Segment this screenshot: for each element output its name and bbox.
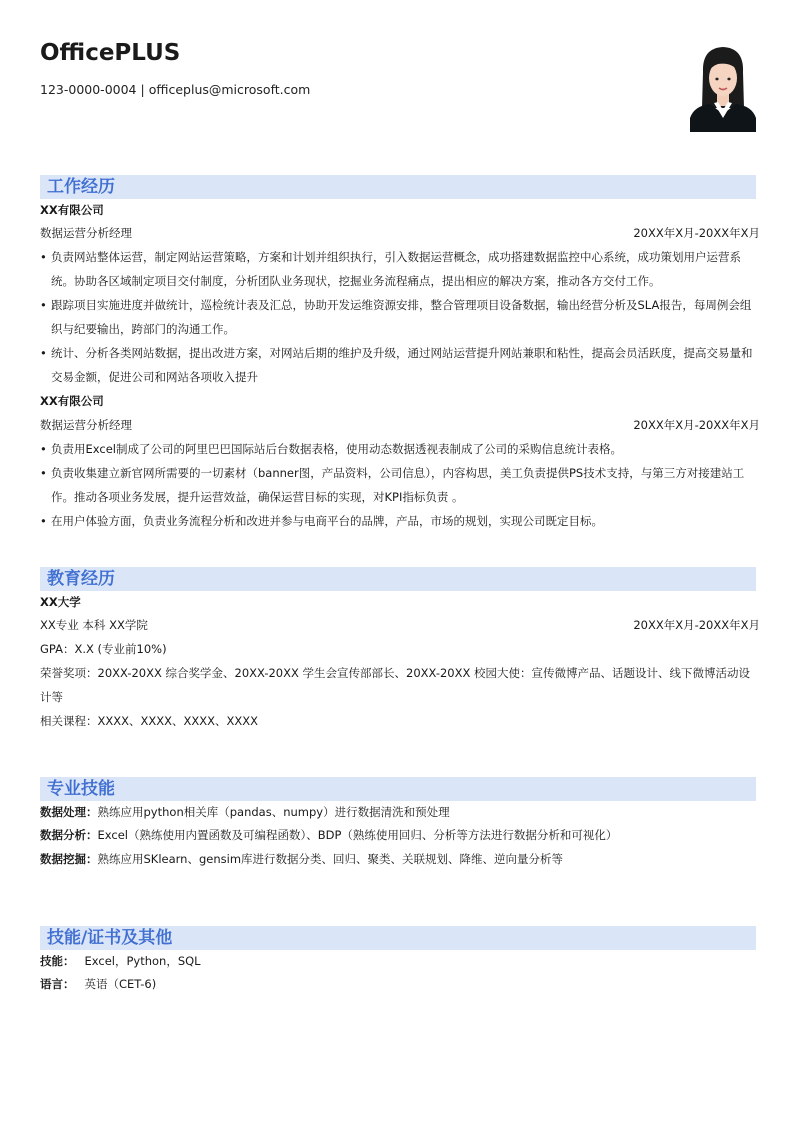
skill-key: 数据分析： [40, 828, 98, 842]
skill-value: 熟练应用python相关库（pandas、numpy）进行数据清洗和预处理 [97, 805, 450, 819]
section-title: 专业技能 [47, 779, 115, 799]
section-title: 工作经历 [47, 177, 115, 197]
skill-item [40, 823, 756, 847]
degree-row [40, 613, 760, 637]
gpa-line: GPA：X.X (专业前10%) [40, 642, 167, 656]
section-title: 教育经历 [47, 569, 115, 589]
courses-line: 相关课程：XXXX、XXXX、XXXX、XXXX [40, 714, 259, 728]
job-position: 数据运营分析经理 [40, 418, 132, 432]
skill-item [40, 801, 756, 823]
honors-line: 荣誉奖项：20XX-20XX 综合奖学金、20XX-20XX 学生会宣传部部长、20XX-20XX 校园大使：宣传微博产品、话题设计、线下微博活动设计等 [40, 666, 751, 704]
work-section-header [40, 175, 756, 199]
avatar-icon [690, 42, 756, 132]
degree-info: XX专业 本科 XX学院 [40, 618, 148, 632]
skill-value: 熟练应用SKlearn、gensim库进行数据分类、回归、聚类、关联规划、降维、逆向量分析等 [97, 852, 564, 866]
job-row [40, 413, 760, 437]
list-item: • 跟踪项目实施进度并做统计，巡检统计表及汇总，协助开发运维资源安排，整合管理项目设备数据，输出经营分析及SLA报告，每周例会组织与纪要输出，跨部门的沟通工作。 [40, 293, 756, 341]
skill-item [40, 847, 756, 871]
other-value: 英语（CET-6) [84, 977, 157, 991]
phone-number: 123-0000-0004 [40, 82, 137, 97]
list-item: • 统计、分析各类网站数据，提出改进方案，对网站后期的维护及升级，通过网站运营提升网站兼职和粘性，提高会员活跃度，提高交易量和交易金额，促进公司和网站各项收入提升 [40, 341, 756, 389]
other-item [40, 972, 756, 996]
job-position: 数据运营分析经理 [40, 226, 132, 240]
other-section [40, 926, 756, 996]
other-key: 语言： [40, 977, 75, 991]
contact-separator: | [140, 82, 145, 97]
other-value: Excel，Python，SQL [84, 954, 201, 968]
list-item: • 在用户体验方面，负责业务流程分析和改进并参与电商平台的品牌，产品，市场的规划，实现公司既定目标。 [40, 509, 756, 533]
job-row [40, 221, 760, 245]
company-name: XX有限公司 [40, 394, 104, 408]
company-name: XX有限公司 [40, 203, 104, 217]
job-bullets [40, 437, 756, 533]
section-title: 技能/证书及其他 [47, 928, 173, 948]
skill-key: 数据处理： [40, 805, 98, 819]
skills-section [40, 777, 756, 871]
job-period: 20XX年X月-20XX年X月 [633, 226, 760, 240]
email-address: officeplus@microsoft.com [148, 82, 311, 97]
school-name: XX大学 [40, 595, 81, 609]
other-key: 技能： [40, 954, 75, 968]
other-section-header [40, 926, 756, 950]
other-item [40, 950, 756, 972]
job-bullets [40, 245, 756, 389]
skills-section-header [40, 777, 756, 801]
skill-value: Excel（熟练使用内置函数及可编程函数）、BDP（熟练使用回归、分析等方法进行数据分析和可视化） [97, 828, 618, 842]
resume-name: OfficePLUS [40, 40, 181, 66]
education-section [40, 567, 760, 733]
contact-line [40, 82, 310, 97]
list-item: • 负责用Excel制成了公司的阿里巴巴国际站后台数据表格，使用动态数据透视表制成了公司的采购信息统计表格。 [40, 437, 756, 461]
work-section [40, 175, 760, 533]
list-item: • 负责收集建立新官网所需要的一切素材（banner图，产品资料，公司信息），内容构思，美工负责提供PS技术支持，与第三方对接建站工作。推动各项业务发展，提升运营效益，确保运营目标的实现，对KPI指标负责 。 [40, 461, 756, 509]
list-item: • 负责网站整体运营，制定网站运营策略，方案和计划并组织执行，引入数据运营概念，成功搭建数据监控中心系统，成功策划用户运营系统。协助各区域制定项目交付制度，分析团队业务现状，挖掘业务流程痛点，提出相应的解决方案，推动各方交付工作。 [40, 245, 756, 293]
skill-key: 数据挖掘： [40, 852, 98, 866]
education-period: 20XX年X月-20XX年X月 [633, 618, 760, 632]
education-section-header [40, 567, 756, 591]
job-period: 20XX年X月-20XX年X月 [633, 418, 760, 432]
